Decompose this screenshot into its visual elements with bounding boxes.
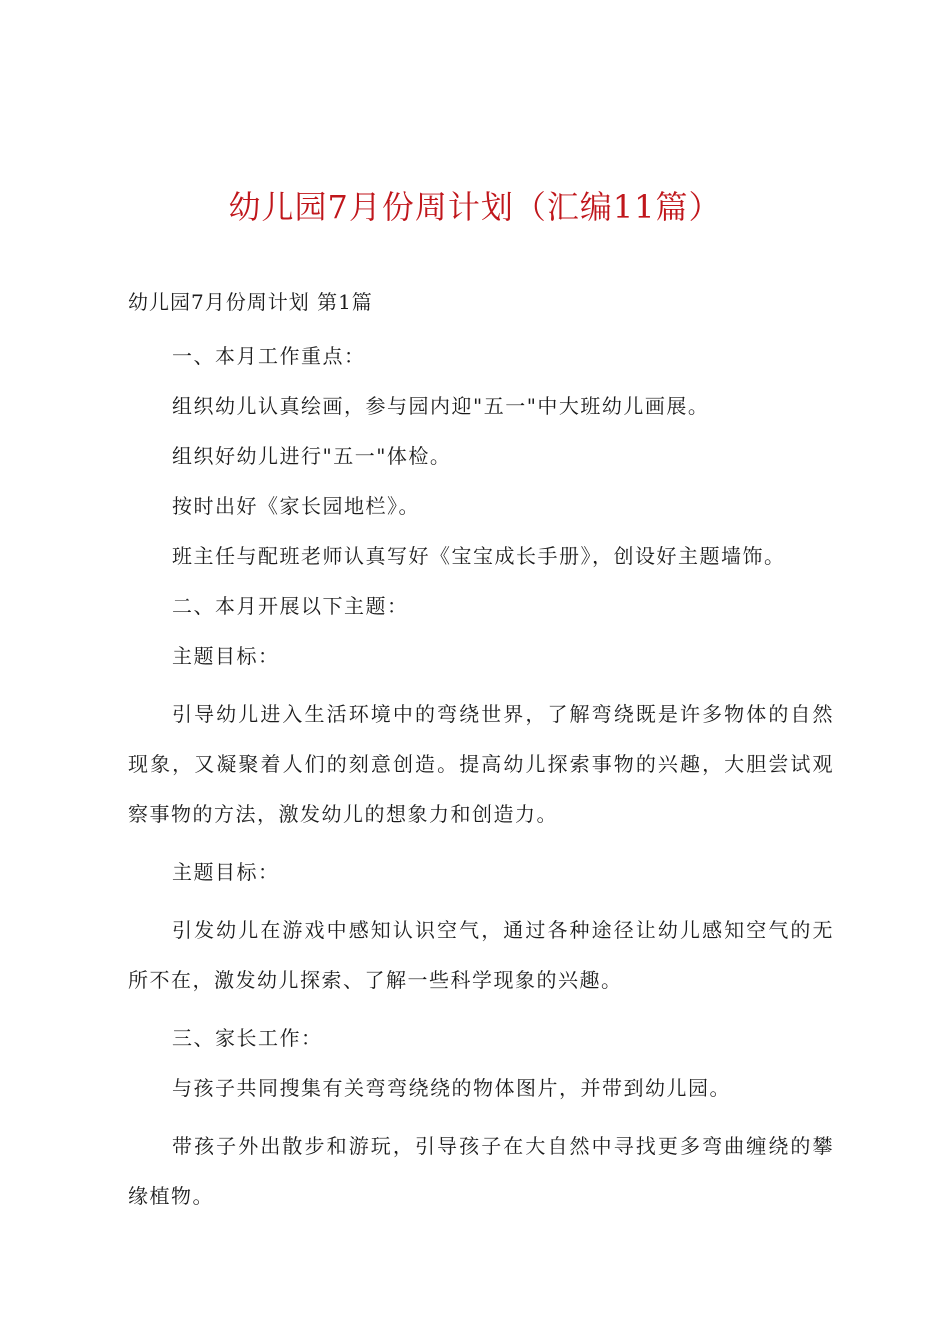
paragraph: 与孩子共同搜集有关弯弯绕绕的物体图片，并带到幼儿园。 — [172, 1076, 731, 1100]
paragraph: 组织好幼儿进行"五一"体检。 — [172, 444, 452, 468]
paragraph: 带孩子外出散步和游玩，引导孩子在大自然中寻找更多弯曲缠绕的攀缘植物。 — [128, 1134, 834, 1208]
subheading-theme-goal: 主题目标： — [172, 644, 280, 668]
paragraph: 引发幼儿在游戏中感知认识空气，通过各种途径让幼儿感知空气的无所不在，激发幼儿探索、了解一些科学现象的兴趣。 — [128, 918, 834, 992]
heading-themes: 二、本月开展以下主题： — [172, 594, 409, 618]
heading-parent-work: 三、家长工作： — [172, 1026, 323, 1050]
paragraph: 班主任与配班老师认真写好《宝宝成长手册》，创设好主题墙饰。 — [172, 544, 786, 568]
heading-work-focus: 一、本月工作重点： — [172, 344, 366, 368]
paragraph: 按时出好《家长园地栏》。 — [172, 494, 420, 518]
subheading-theme-goal: 主题目标： — [172, 860, 280, 884]
paragraph: 组织幼儿认真绘画，参与园内迎"五一"中大班幼儿画展。 — [172, 394, 710, 418]
document-body — [128, 285, 834, 1225]
document-title: 幼儿园7月份周计划（汇编11篇） — [228, 188, 722, 226]
section-title: 幼儿园7月份周计划 第1篇 — [128, 290, 373, 314]
paragraph: 引导幼儿进入生活环境中的弯绕世界，了解弯绕既是许多物体的自然现象，又凝聚着人们的刻意创造。提高幼儿探索事物的兴趣，大胆尝试观察事物的方法，激发幼儿的想象力和创造力。 — [128, 702, 834, 826]
